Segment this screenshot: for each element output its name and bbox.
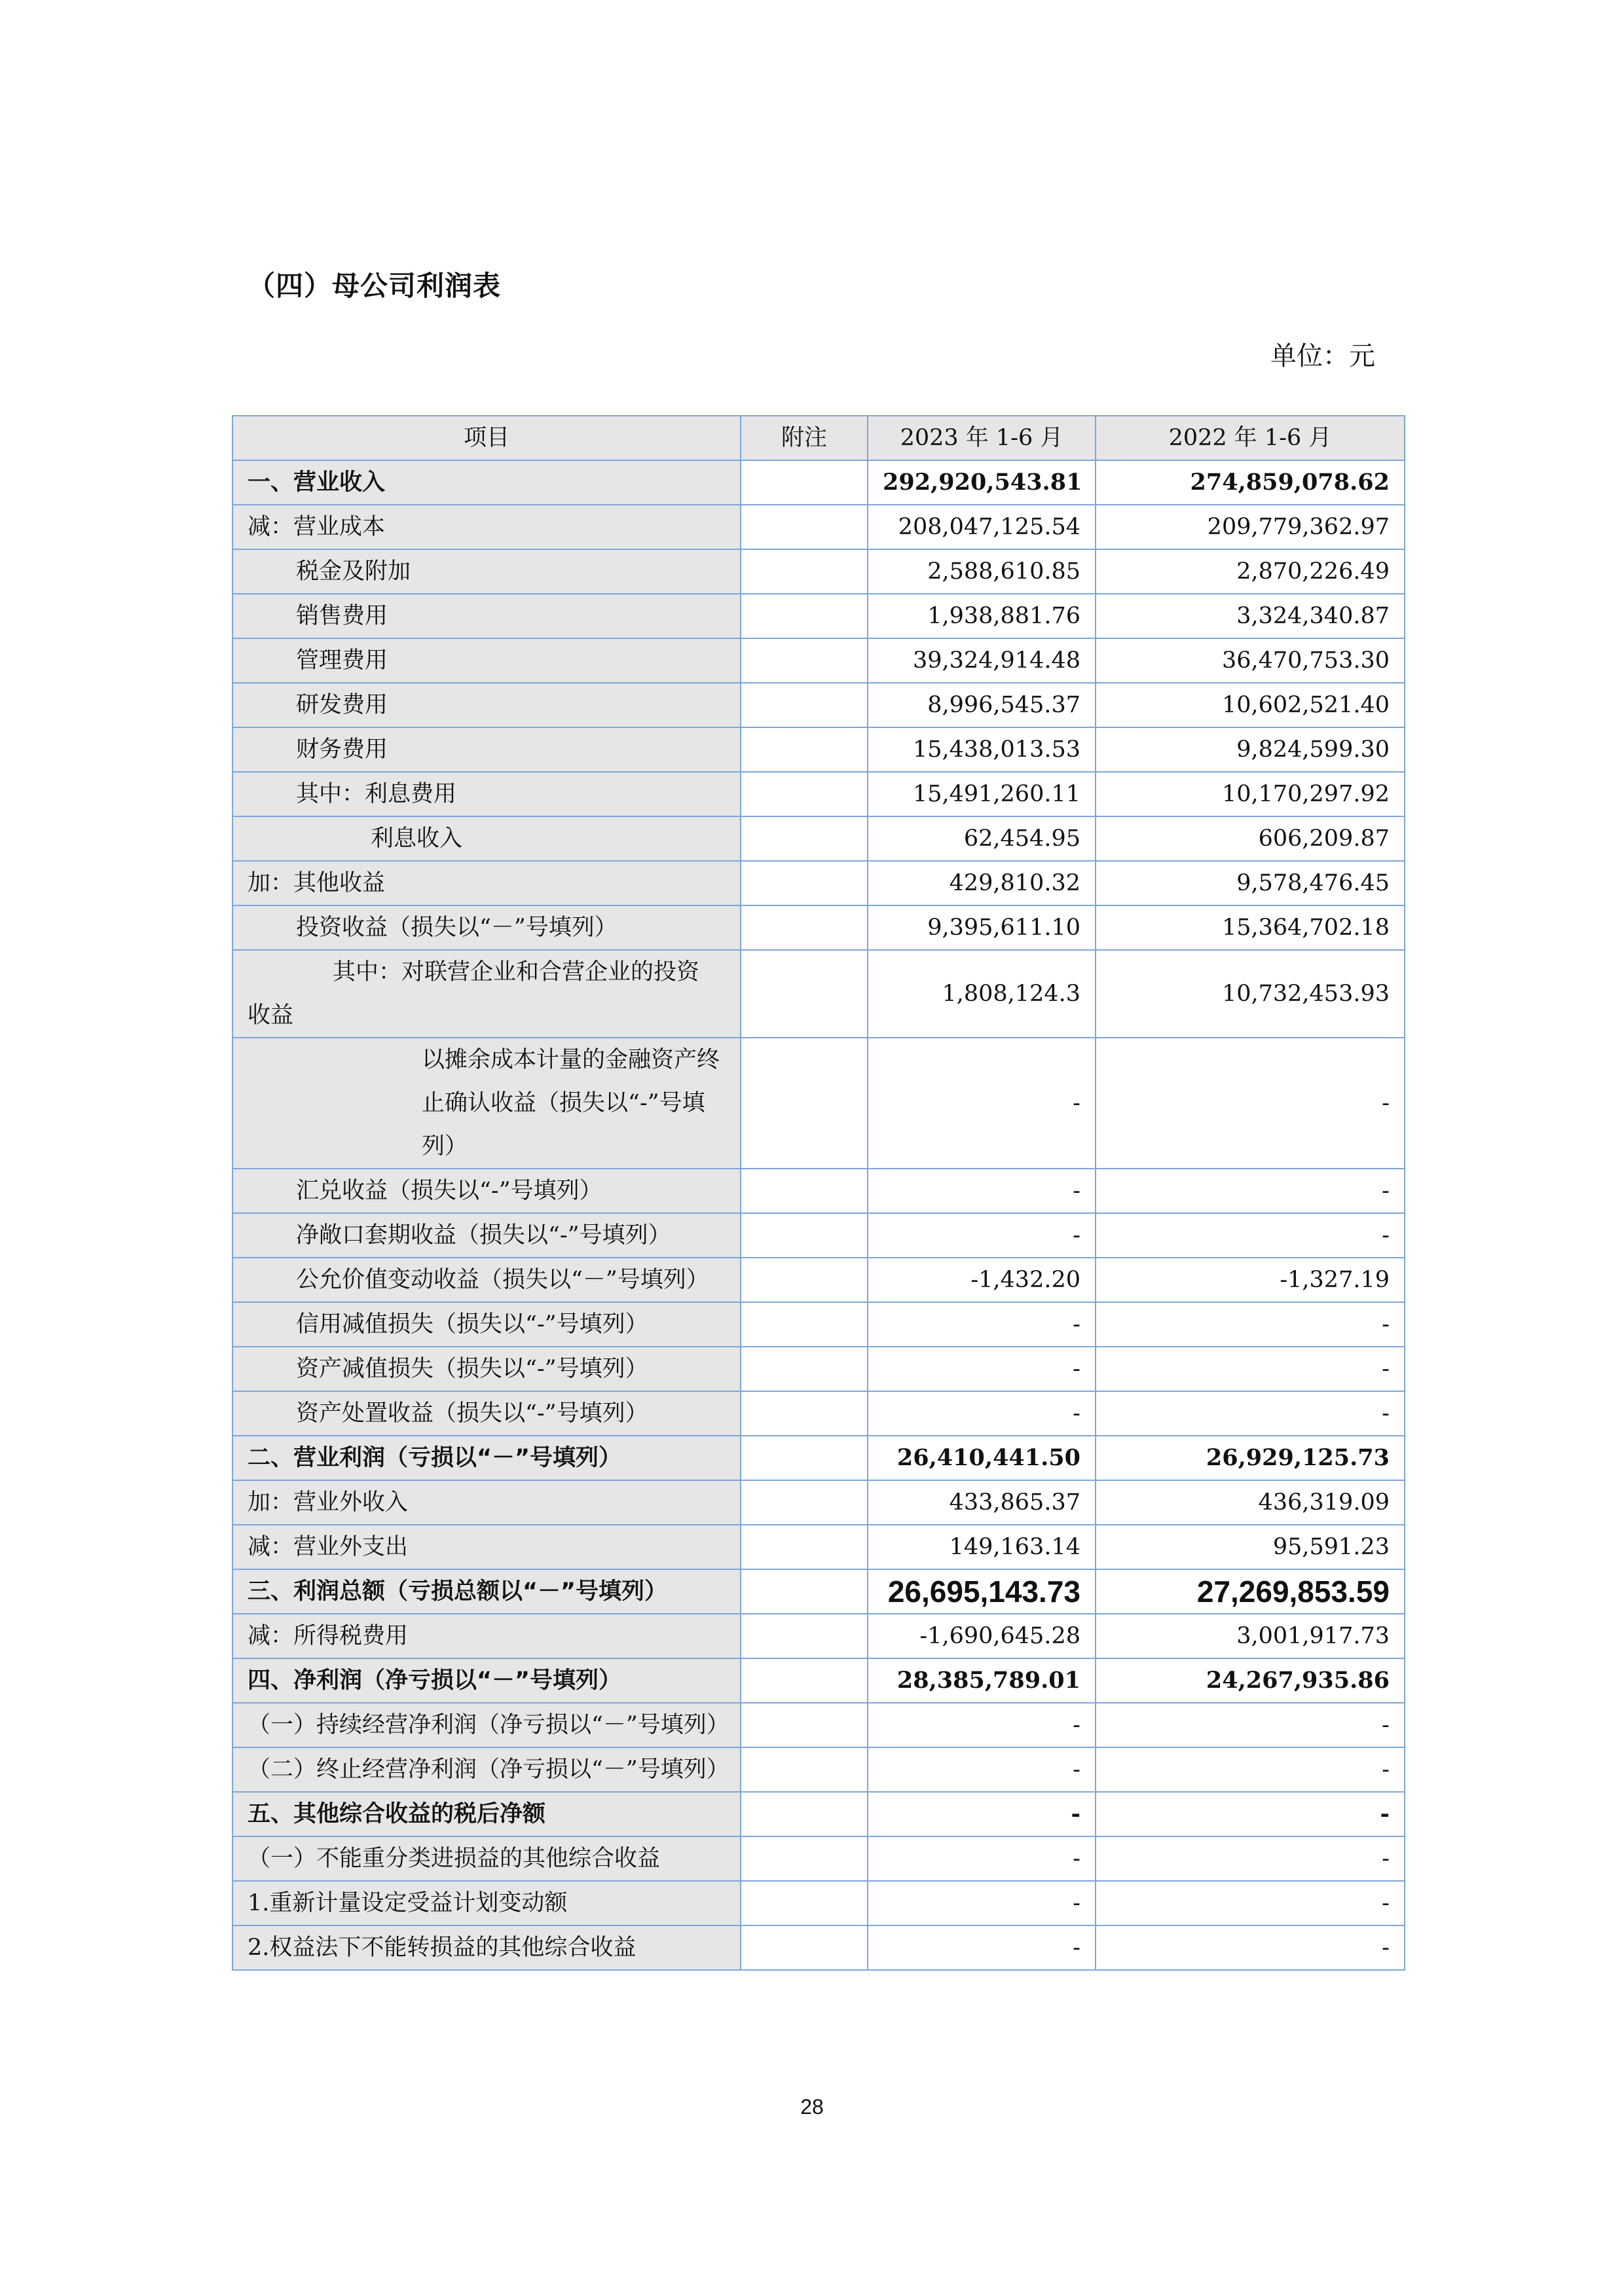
- unit-label: 单位：元: [1270, 341, 1375, 371]
- value-2022: 209,779,362.97: [1096, 505, 1405, 549]
- table-row: [232, 816, 1405, 861]
- row-note: [741, 594, 868, 638]
- row-note: [741, 1792, 868, 1836]
- value-2022: -: [1096, 1302, 1405, 1347]
- row-note: [741, 1525, 868, 1569]
- table-row: [232, 1258, 1405, 1302]
- header-note: 附注: [741, 416, 868, 460]
- row-label: 资产处置收益（损失以“-”号填列）: [232, 1391, 741, 1436]
- value-2022: 274,859,078.62: [1096, 460, 1405, 505]
- row-label: 汇兑收益（损失以“-”号填列）: [232, 1169, 741, 1213]
- row-label: [232, 1258, 741, 1302]
- value-2022: 10,170,297.92: [1096, 772, 1405, 816]
- row-label: （一）持续经营净利润（净亏损以“－”号填列）: [232, 1703, 741, 1747]
- row-note: [741, 638, 868, 683]
- row-label: 销售费用: [232, 594, 741, 638]
- table-row: [232, 1614, 1405, 1658]
- table-row: [232, 861, 1405, 905]
- row-label: 减：所得税费用: [232, 1614, 741, 1658]
- row-label: 税金及附加: [232, 549, 741, 594]
- row-note: [741, 905, 868, 950]
- row-note: [741, 1213, 868, 1258]
- row-label: 资产减值损失（损失以“-”号填列）: [232, 1347, 741, 1391]
- section-title: （四）母公司利润表: [248, 270, 502, 302]
- row-note: [741, 1347, 868, 1391]
- value-2023: -: [868, 1925, 1096, 1970]
- row-label: 信用减值损失（损失以“-”号填列）: [232, 1302, 741, 1347]
- parent-income-statement-table: [232, 415, 1405, 1971]
- table-row: [232, 460, 1405, 505]
- header-item: 项目: [232, 416, 741, 460]
- table-row: [232, 683, 1405, 727]
- row-label: [232, 950, 741, 1038]
- row-label: 加：营业外收入: [232, 1480, 741, 1525]
- value-2023: 433,865.37: [868, 1480, 1096, 1525]
- row-note: [741, 1881, 868, 1925]
- row-label: 五、其他综合收益的税后净额: [232, 1792, 741, 1836]
- value-2022: 10,602,521.40: [1096, 683, 1405, 727]
- value-2022: -: [1096, 1792, 1405, 1836]
- row-note: [741, 1747, 868, 1792]
- table-row: [232, 950, 1405, 1038]
- value-2023: -: [868, 1213, 1096, 1258]
- row-note: [741, 1436, 868, 1480]
- value-2023: 15,438,013.53: [868, 727, 1096, 772]
- table-row: [232, 1925, 1405, 1970]
- table-row: [232, 1213, 1405, 1258]
- row-note: [741, 1391, 868, 1436]
- table-row: [232, 1436, 1405, 1480]
- value-2023: 429,810.32: [868, 861, 1096, 905]
- value-2023: 26,410,441.50: [868, 1436, 1096, 1480]
- value-2022: 606,209.87: [1096, 816, 1405, 861]
- row-label: 净敞口套期收益（损失以“-”号填列）: [232, 1213, 741, 1258]
- row-note: [741, 816, 868, 861]
- value-2023: -: [868, 1747, 1096, 1792]
- row-label-line1: 其中：对联营企业和合营企业的投资: [333, 959, 700, 985]
- row-label-line2: 收益: [248, 1002, 294, 1029]
- row-label: 管理费用: [232, 638, 741, 683]
- row-label: 三、利润总额（亏损总额以“－”号填列）: [232, 1569, 741, 1614]
- value-2022: 24,267,935.86: [1096, 1658, 1405, 1703]
- row-note: [741, 1703, 868, 1747]
- table-row: [232, 1038, 1405, 1169]
- table-row: [232, 727, 1405, 772]
- row-label: 加：其他收益: [232, 861, 741, 905]
- row-label: （二）终止经营净利润（净亏损以“－”号填列）: [232, 1747, 741, 1792]
- table-row: [232, 1836, 1405, 1881]
- row-label: 减：营业成本: [232, 505, 741, 549]
- value-2022: 436,319.09: [1096, 1480, 1405, 1525]
- value-2023: 1,808,124.3: [868, 950, 1096, 1038]
- value-2022: 2,870,226.49: [1096, 549, 1405, 594]
- value-2022: -: [1096, 1391, 1405, 1436]
- value-2023: 15,491,260.11: [868, 772, 1096, 816]
- value-2022: -: [1096, 1836, 1405, 1881]
- value-2023: -: [868, 1038, 1096, 1169]
- row-label-text: 公允价值变动收益（损失以“－”号填列）: [296, 1267, 709, 1293]
- row-note: [741, 549, 868, 594]
- row-note: [741, 1169, 868, 1213]
- row-note: [741, 1614, 868, 1658]
- table-row: [232, 1658, 1405, 1703]
- row-label: 研发费用: [232, 683, 741, 727]
- table-header-row: [232, 416, 1405, 460]
- value-2023: 39,324,914.48: [868, 638, 1096, 683]
- row-label: 其中：利息费用: [232, 772, 741, 816]
- page-number: 28: [800, 2095, 824, 2119]
- value-2023: 292,920,543.81: [868, 460, 1096, 505]
- value-2023: 62,454.95: [868, 816, 1096, 861]
- table-row: [232, 1480, 1405, 1525]
- header-2023: 2023 年 1-6 月: [868, 416, 1096, 460]
- value-2023: 208,047,125.54: [868, 505, 1096, 549]
- value-2022: 26,929,125.73: [1096, 1436, 1405, 1480]
- row-label: 投资收益（损失以“－”号填列）: [232, 905, 741, 950]
- row-note: [741, 1569, 868, 1614]
- value-2023: -: [868, 1347, 1096, 1391]
- row-note: [741, 505, 868, 549]
- value-2022: -: [1096, 1038, 1405, 1169]
- value-2022: -: [1096, 1213, 1405, 1258]
- table-row: [232, 1347, 1405, 1391]
- value-2023: 26,695,143.73: [868, 1569, 1096, 1614]
- value-2023: -1,690,645.28: [868, 1614, 1096, 1658]
- value-2023: -: [868, 1881, 1096, 1925]
- value-2023: -: [868, 1302, 1096, 1347]
- row-note: [741, 727, 868, 772]
- value-2022: -1,327.19: [1096, 1258, 1405, 1302]
- table-row: [232, 1569, 1405, 1614]
- value-2022: -: [1096, 1747, 1405, 1792]
- value-2022: -: [1096, 1881, 1405, 1925]
- value-2022: 15,364,702.18: [1096, 905, 1405, 950]
- table-row: [232, 1703, 1405, 1747]
- table-row: [232, 638, 1405, 683]
- value-2022: -: [1096, 1703, 1405, 1747]
- row-label: 减：营业外支出: [232, 1525, 741, 1569]
- value-2022: 10,732,453.93: [1096, 950, 1405, 1038]
- row-note: [741, 1302, 868, 1347]
- row-note: [741, 1480, 868, 1525]
- value-2022: 3,001,917.73: [1096, 1614, 1405, 1658]
- row-note: [741, 1836, 868, 1881]
- row-label: 财务费用: [232, 727, 741, 772]
- table-row: [232, 1881, 1405, 1925]
- table-row: [232, 1169, 1405, 1213]
- table-row: [232, 505, 1405, 549]
- row-note: [741, 1658, 868, 1703]
- table-row: [232, 1747, 1405, 1792]
- table-row: [232, 1525, 1405, 1569]
- value-2023: -: [868, 1391, 1096, 1436]
- table-row: [232, 549, 1405, 594]
- row-note: [741, 683, 868, 727]
- row-note: [741, 950, 868, 1038]
- row-label: 1.重新计量设定受益计划变动额: [232, 1881, 741, 1925]
- row-label: 一、营业收入: [232, 460, 741, 505]
- table-row: [232, 1302, 1405, 1347]
- value-2022: 95,591.23: [1096, 1525, 1405, 1569]
- value-2023: -: [868, 1169, 1096, 1213]
- row-note: [741, 1038, 868, 1169]
- table-row: [232, 594, 1405, 638]
- value-2022: 9,578,476.45: [1096, 861, 1405, 905]
- value-2023: 28,385,789.01: [868, 1658, 1096, 1703]
- header-2022: 2022 年 1-6 月: [1096, 416, 1405, 460]
- row-note: [741, 1925, 868, 1970]
- value-2023: -: [868, 1836, 1096, 1881]
- table-row: [232, 1391, 1405, 1436]
- row-note: [741, 1258, 868, 1302]
- value-2023: -: [868, 1703, 1096, 1747]
- table-row: [232, 905, 1405, 950]
- row-label: 二、营业利润（亏损以“－”号填列）: [232, 1436, 741, 1480]
- row-label: 以摊余成本计量的金融资产终止确认收益（损失以“-”号填列）: [232, 1038, 741, 1169]
- table-row: [232, 1792, 1405, 1836]
- value-2023: 9,395,611.10: [868, 905, 1096, 950]
- value-2022: -: [1096, 1347, 1405, 1391]
- row-note: [741, 772, 868, 816]
- table-row: [232, 772, 1405, 816]
- value-2022: 9,824,599.30: [1096, 727, 1405, 772]
- value-2023: 2,588,610.85: [868, 549, 1096, 594]
- row-note: [741, 861, 868, 905]
- value-2023: 8,996,545.37: [868, 683, 1096, 727]
- value-2023: -1,432.20: [868, 1258, 1096, 1302]
- row-label: 利息收入: [232, 816, 741, 861]
- value-2022: 3,324,340.87: [1096, 594, 1405, 638]
- value-2022: 27,269,853.59: [1096, 1569, 1405, 1614]
- value-2022: -: [1096, 1169, 1405, 1213]
- row-label: （一）不能重分类进损益的其他综合收益: [232, 1836, 741, 1881]
- value-2023: 1,938,881.76: [868, 594, 1096, 638]
- row-label: 2.权益法下不能转损益的其他综合收益: [232, 1925, 741, 1970]
- value-2023: -: [868, 1792, 1096, 1836]
- value-2022: -: [1096, 1925, 1405, 1970]
- row-label: 四、净利润（净亏损以“－”号填列）: [232, 1658, 741, 1703]
- value-2023: 149,163.14: [868, 1525, 1096, 1569]
- value-2022: 36,470,753.30: [1096, 638, 1405, 683]
- row-note: [741, 460, 868, 505]
